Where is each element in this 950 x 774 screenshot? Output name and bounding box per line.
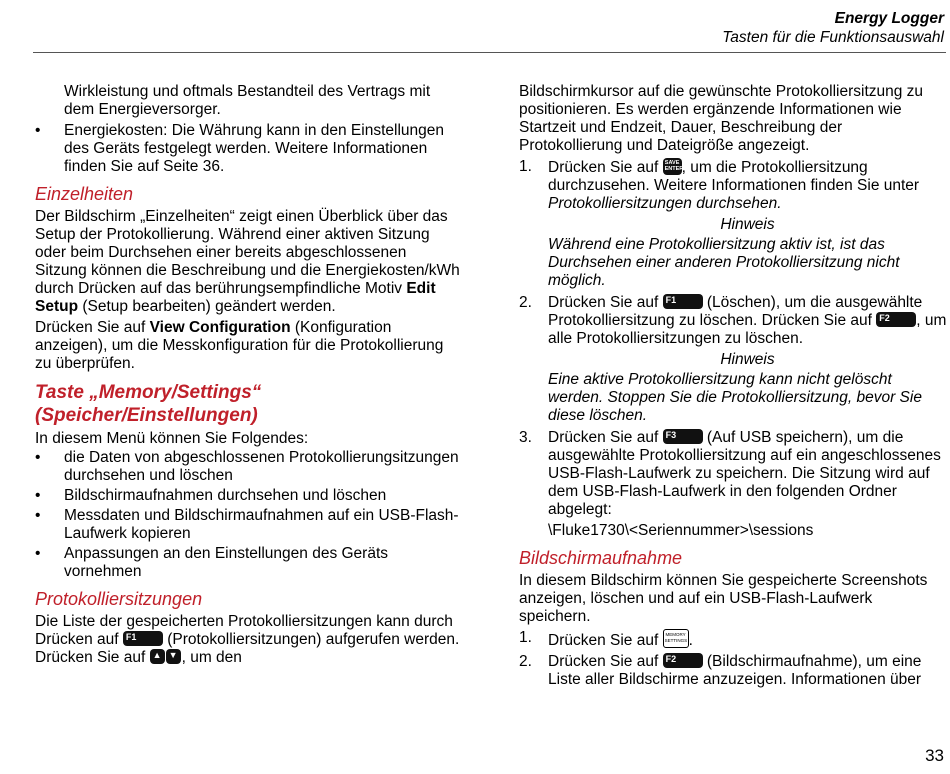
note-heading: Hinweis	[720, 351, 775, 368]
list-item-text: Messdaten und Bildschirmaufnahmen auf ein USB-Flash-Laufwerk kopieren	[64, 507, 459, 542]
step-number: 3.	[519, 429, 532, 446]
numbered-step	[519, 629, 947, 650]
header-subtitle: Tasten für die Funktionsauswahl	[722, 29, 944, 46]
bullet-icon: •	[35, 507, 41, 524]
step-number: 2.	[519, 294, 532, 311]
key-label: ▼	[168, 650, 178, 660]
numbered-step	[519, 158, 947, 213]
text-run: Drücken Sie auf	[548, 294, 663, 311]
list-item	[35, 122, 460, 176]
text-run: Drücken Sie auf	[35, 319, 150, 336]
text-run: Drücken Sie auf	[548, 632, 663, 649]
down-arrow-key-icon	[166, 649, 181, 664]
text-run: (Bildschirmaufnahme), um eine Liste aller Bildschirme anzuzeigen. Informationen über	[548, 653, 922, 688]
edit-setup-term: Edit Setup	[35, 280, 436, 315]
f1-key-icon	[663, 294, 703, 309]
up-arrow-key-icon	[150, 649, 165, 664]
folder-path: \Fluke1730\<Seriennummer>\sessions	[548, 522, 814, 539]
key-label: F1	[125, 632, 137, 642]
step-number: 2.	[519, 653, 532, 670]
text-run: Drücken Sie auf	[548, 429, 663, 446]
key-label: MEMORY SETTINGS	[664, 632, 688, 643]
list-item-text: Anpassungen an den Einstellungen des Geräts vornehmen	[64, 545, 389, 580]
bullet-icon: •	[35, 487, 41, 504]
memory-intro: In diesem Menü können Sie Folgendes:	[35, 430, 309, 447]
step-number: 1.	[519, 158, 532, 175]
header-rule	[33, 52, 946, 53]
text-run: (Protokolliersitzungen) aufgerufen werden. Drücken Sie auf	[35, 631, 460, 666]
text-run: (Setup bearbeiten) geändert werden.	[78, 298, 336, 315]
numbered-step	[519, 429, 947, 519]
text-run: (Konfiguration anzeigen), um die Messkonfiguration für die Protokollierung zu überprüfen.	[35, 319, 444, 372]
f2-key-icon	[663, 653, 703, 668]
continued-paragraph: Bildschirmkursor auf die gewünschte Protokolliersitzung zu positionieren. Es werden ergänzende Informationen wie Startzeit und Endzeit, Dauer, Beschreibung der Protokollierung und Dateigröße angezeigt.	[519, 83, 924, 154]
text-run: Der Bildschirm „Einzelheiten“ zeigt einen Überblick über das Setup der Protokollierung. Während einer aktiven Sitzung oder beim Durchsehen einer bereits abgeschlossenen Sitzung können die Beschreibung und die Energiekosten/kWh durch Drücken auf das berührungsempfindliche Motiv	[35, 208, 460, 297]
list-item	[35, 487, 460, 505]
text-run: , um die Protokolliersitzung durchzusehen. Weitere Informationen finden Sie unter	[548, 159, 920, 194]
memory-settings-key-icon	[663, 629, 689, 648]
list-item	[35, 507, 460, 543]
section-heading-protokolliersitzungen: Protokolliersitzungen	[35, 589, 203, 609]
key-label: F3	[665, 430, 677, 440]
page-header	[722, 9, 944, 47]
numbered-step	[519, 653, 947, 689]
list-item	[35, 545, 460, 581]
list-item-text: die Daten von abgeschlossenen Protokollierungsitzungen durchsehen und löschen	[64, 449, 459, 484]
einzelheiten-paragraph	[35, 208, 460, 316]
note-text: Während eine Protokolliersitzung aktiv ist, ist das Durchsehen einer anderen Protokolliersitzung nicht möglich.	[548, 236, 900, 289]
section-heading-einzelheiten: Einzelheiten	[35, 184, 134, 204]
continued-paragraph: Wirkleistung und oftmals Bestandteil des Vertrags mit dem Energieversorger.	[64, 83, 431, 118]
heading-line-1: Taste „Memory/Settings“	[35, 382, 262, 403]
protokoll-paragraph	[35, 613, 460, 667]
text-run: (Auf USB speichern), um die ausgewählte Protokolliersitzung auf ein angeschlossenes USB-Flash-Laufwerk zu speichern. Die Sitzung wird auf dem USB-Flash-Laufwerk in den folgenden Ordner abgelegt:	[548, 429, 941, 518]
left-column	[35, 83, 460, 670]
text-run: Drücken Sie auf	[548, 159, 663, 176]
section-heading-bildschirmaufnahme: Bildschirmaufnahme	[519, 548, 683, 568]
header-title: Energy Logger	[834, 10, 944, 27]
f1-key-icon	[123, 631, 163, 646]
heading-line-2: (Speicher/Einstellungen)	[35, 405, 258, 426]
list-item-text: Bildschirmaufnahmen durchsehen und löschen	[64, 487, 387, 504]
f2-key-icon	[876, 312, 916, 327]
bildschirm-paragraph: In diesem Bildschirm können Sie gespeicherte Screenshots anzeigen, löschen und auf ein USB-Flash-Laufwerk speichern.	[519, 572, 928, 625]
key-label: SAVE ENTER	[664, 160, 684, 172]
bullet-icon: •	[35, 449, 41, 466]
numbered-step	[519, 294, 947, 348]
list-item	[35, 449, 460, 485]
bullet-icon: •	[35, 545, 41, 562]
view-config-paragraph	[35, 319, 460, 373]
key-label: ▲	[152, 650, 162, 660]
section-heading-memory-settings	[35, 381, 460, 427]
key-label: F2	[879, 313, 890, 323]
text-run: .	[688, 632, 693, 649]
note-text: Eine aktive Protokolliersitzung kann nicht gelöscht werden. Stoppen Sie die Protokolliersitzung, bevor Sie diese löschen.	[548, 371, 922, 424]
note-heading: Hinweis	[720, 216, 775, 233]
page-number: 33	[925, 746, 944, 765]
step-number: 1.	[519, 629, 532, 646]
right-column	[519, 83, 947, 692]
bullet-icon: •	[35, 122, 41, 139]
key-label: F2	[665, 654, 677, 664]
text-run: Die Liste der gespeicherten Protokolliersitzungen kann durch Drücken auf	[35, 613, 453, 648]
text-run: (Löschen), um die ausgewählte Protokolliersitzung zu löschen. Drücken Sie auf	[548, 294, 923, 329]
cross-reference: Protokolliersitzungen durchsehen.	[548, 195, 782, 212]
text-run: Drücken Sie auf	[548, 653, 663, 670]
f3-key-icon	[663, 429, 703, 444]
view-configuration-term: View Configuration	[149, 319, 291, 336]
key-label: F1	[665, 295, 677, 305]
list-item-text: Energiekosten: Die Währung kann in den Einstellungen des Geräts festgelegt werden. Weitere Informationen finden Sie auf Seite 36.	[64, 122, 444, 175]
text-run: , um den	[181, 649, 242, 666]
save-enter-key-icon	[663, 158, 682, 175]
text-run: , um alle Protokolliersitzungen zu löschen.	[548, 312, 947, 347]
